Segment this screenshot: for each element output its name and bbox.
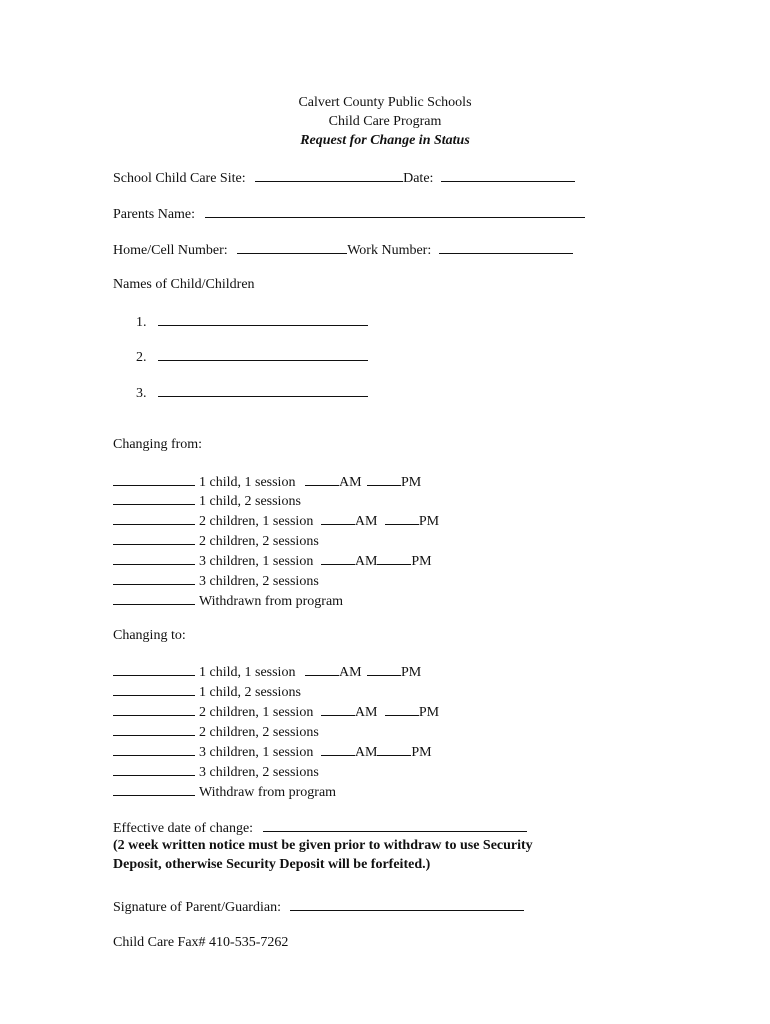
from-option-check[interactable] [113,591,195,605]
option-text: 2 children, 2 sessions [199,534,319,549]
from-option-check[interactable] [113,531,195,545]
option-text: 3 children, 1 session [199,745,314,760]
site-row [113,168,575,188]
home-label: Home/Cell Number: [113,243,228,258]
option-text: 3 children, 1 session [199,554,314,569]
child-row-3 [136,383,368,403]
header-school-name: Calvert County Public Schools [298,95,472,110]
pm-blank[interactable] [377,742,411,756]
signature-row [113,897,524,917]
from-option-check[interactable] [113,571,195,585]
am-label: AM [338,665,362,680]
pm-label: PM [401,475,422,490]
parents-row [113,204,585,224]
changing-from-heading: Changing from: [113,437,203,452]
from-option-check[interactable] [113,491,195,505]
effective-date-label: Effective date of change: [113,821,254,836]
from-option-check[interactable] [113,472,195,486]
pm-label: PM [411,745,432,760]
form-title: Request for Change in Status [300,133,470,148]
to-option-row [113,782,336,802]
option-text: 1 child, 2 sessions [199,494,301,509]
pm-blank[interactable] [367,472,401,486]
option-text: 2 children, 2 sessions [199,725,319,740]
header-program-name: Child Care Program [328,114,442,129]
to-option-row [113,682,301,702]
child-number: 3. [136,386,147,401]
effective-date-field[interactable] [263,818,527,832]
child-number: 1. [136,315,147,330]
site-field[interactable] [255,168,403,182]
from-option-check[interactable] [113,551,195,565]
pm-blank[interactable] [385,702,419,716]
to-option-row [113,742,432,762]
option-text: 1 child, 2 sessions [199,685,301,700]
date-field[interactable] [441,168,575,182]
am-blank[interactable] [321,551,355,565]
pm-blank[interactable] [377,551,411,565]
from-option-check[interactable] [113,511,195,525]
am-label: AM [338,475,362,490]
to-option-check[interactable] [113,782,195,796]
child-name-field-2[interactable] [158,347,368,361]
phone-row [113,240,573,260]
to-option-check[interactable] [113,702,195,716]
work-number-field[interactable] [439,240,573,254]
home-number-field[interactable] [237,240,347,254]
from-option-row [113,551,432,571]
option-text: 1 child, 1 session [199,475,296,490]
pm-label: PM [411,554,432,569]
work-label: Work Number: [347,243,432,258]
am-blank[interactable] [321,511,355,525]
to-option-check[interactable] [113,742,195,756]
child-row-2 [136,347,368,367]
to-option-row [113,722,319,742]
to-option-check[interactable] [113,722,195,736]
changing-to-heading: Changing to: [113,628,186,643]
am-label: AM [354,514,378,529]
from-option-row [113,531,319,551]
fax-number: Child Care Fax# 410-535-7262 [113,935,289,950]
signature-field[interactable] [290,897,524,911]
am-blank[interactable] [321,702,355,716]
to-option-row [113,702,439,722]
am-blank[interactable] [321,742,355,756]
to-option-check[interactable] [113,762,195,776]
parents-name-field[interactable] [205,204,585,218]
from-option-row [113,472,421,492]
am-blank[interactable] [305,662,339,676]
child-name-field-1[interactable] [158,312,368,326]
signature-label: Signature of Parent/Guardian: [113,900,281,915]
site-label: School Child Care Site: [113,171,246,186]
from-option-row [113,511,439,531]
pm-label: PM [418,514,440,529]
pm-label: PM [401,665,422,680]
option-text: 1 child, 1 session [199,665,296,680]
option-text: 3 children, 2 sessions [199,574,319,589]
to-option-check[interactable] [113,682,195,696]
child-name-field-3[interactable] [158,383,368,397]
to-option-row [113,762,319,782]
option-text: 2 children, 1 session [199,705,314,720]
from-option-row [113,591,343,611]
option-text: Withdraw from program [199,785,337,800]
to-option-row [113,662,421,682]
to-option-check[interactable] [113,662,195,676]
effective-date-row [113,818,527,838]
pm-blank[interactable] [367,662,401,676]
am-label: AM [354,705,378,720]
child-number: 2. [136,350,147,365]
option-text: 3 children, 2 sessions [199,765,319,780]
notice-line-2: Deposit, otherwise Security Deposit will be forfeited.) [113,857,431,872]
date-label: Date: [403,171,434,186]
pm-blank[interactable] [385,511,419,525]
pm-label: PM [418,705,440,720]
am-label: AM [354,554,378,569]
am-label: AM [354,745,378,760]
option-text: 2 children, 1 session [199,514,314,529]
option-text: Withdrawn from program [199,594,344,609]
children-label: Names of Child/Children [113,277,255,292]
parents-label: Parents Name: [113,207,196,222]
from-option-row [113,571,319,591]
child-row-1 [136,312,368,332]
notice-line-1: (2 week written notice must be given prior to withdraw to use Security [113,838,533,853]
am-blank[interactable] [305,472,339,486]
from-option-row [113,491,301,511]
